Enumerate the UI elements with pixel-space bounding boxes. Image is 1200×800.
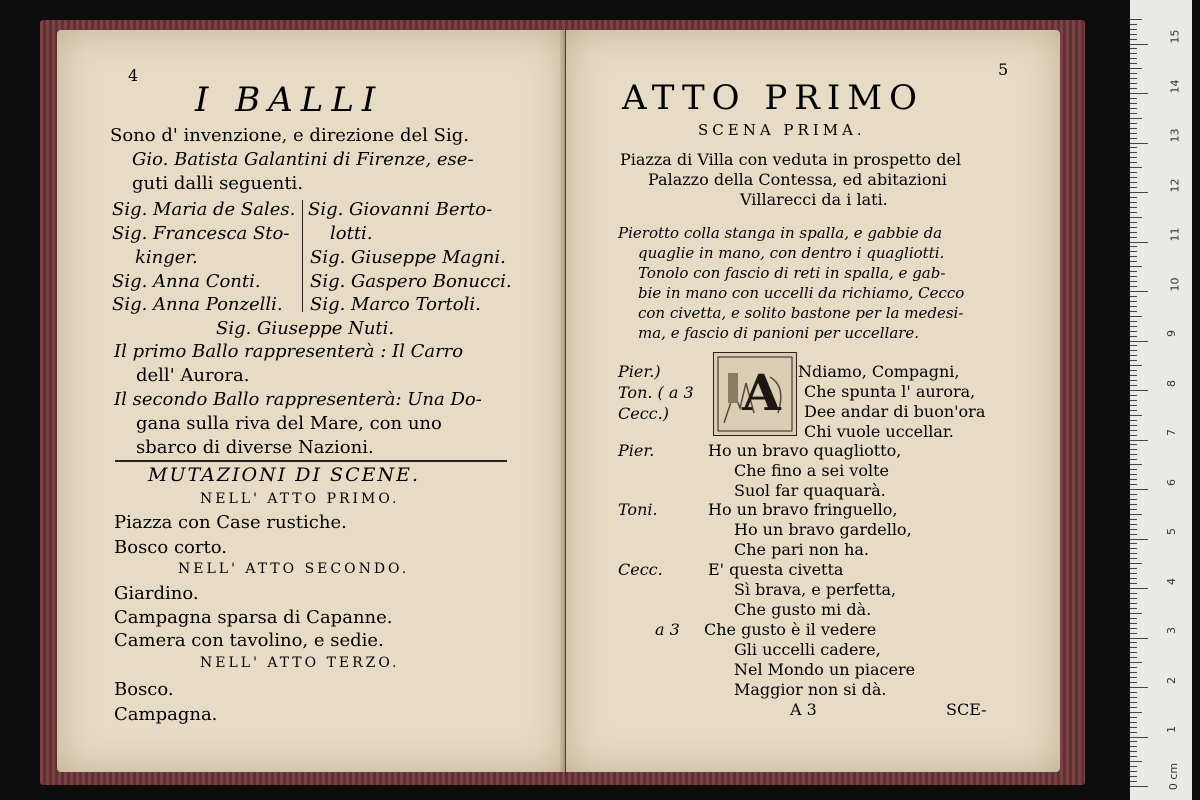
dancer-entry: Sig. Giovanni Berto- [308,199,493,220]
ruler-tick [1130,321,1137,322]
verse-line: Che gusto è il vedere [704,620,877,639]
verse-line: Che gusto mi dà. [734,600,872,619]
dropcap-letter: A [742,363,781,422]
ruler-tick [1130,474,1137,475]
ruler-tick [1130,355,1137,356]
ruler-tick [1130,484,1137,485]
verse-line: Sì brava, e perfetta, [734,580,897,599]
ruler-tick [1130,222,1137,223]
ruler-tick [1130,167,1142,168]
ruler-tick [1130,618,1137,619]
ruler-tick [1130,143,1148,144]
ruler-tick [1130,662,1142,663]
speaker-label: Ton. ( a 3 [618,383,694,402]
ruler-tick [1130,133,1137,134]
ruler-tick [1130,623,1137,624]
direction-line: bie in mano con uccelli da richiamo, Cecco [638,284,965,302]
ruler-tick [1130,118,1142,119]
verse-line: Che fino a sei volte [734,461,889,480]
speaker-label: Toni. [618,500,658,519]
ruler-tick [1130,326,1137,327]
verse-line: Gli uccelli cadere, [734,640,881,659]
ruler-tick [1130,464,1142,465]
ruler-tick [1130,553,1137,554]
ruler-tick [1130,568,1137,569]
ruler-tick [1130,746,1137,747]
ruler-tick [1130,435,1137,436]
ruler-tick [1130,98,1137,99]
ruler-tick [1130,677,1137,678]
ruler-tick [1130,459,1137,460]
dancer-entry: Sig. Marco Tortoli. [310,294,481,315]
ruler-tick [1130,73,1137,74]
ruler-tick [1130,444,1137,445]
ruler-tick [1130,588,1148,589]
intro-line: guti dalli seguenti. [132,173,304,194]
ruler-tick [1130,697,1137,698]
verse-line: Che spunta l' aurora, [804,382,976,401]
ballo-line: dell' Aurora. [136,365,250,386]
ruler-tick [1130,217,1142,218]
ruler-tick [1130,88,1137,89]
ruler-tick [1130,345,1137,346]
ruler-tick [1130,34,1137,35]
ruler-tick [1130,563,1142,564]
ruler-tick [1130,395,1137,396]
ruler-tick [1130,68,1142,69]
ruler-tick [1130,291,1148,292]
ruler-tick [1130,172,1137,173]
ruler-tick [1130,509,1137,510]
direction-line: ma, e fascio di panioni per uccellare. [638,324,920,342]
ruler-tick [1130,613,1142,614]
scene-entry: Bosco corto. [114,537,227,558]
ruler-tick [1130,543,1137,544]
ruler-tick [1130,647,1137,648]
ruler-tick [1130,44,1148,45]
ruler-number: 15 [1168,29,1182,44]
ruler-tick [1130,380,1137,381]
ruler-tick [1130,776,1137,777]
ruler-tick [1130,78,1137,79]
ruler-tick [1130,598,1137,599]
act-heading: NELL' ATTO SECONDO. [178,561,410,577]
ruler-tick [1130,365,1142,366]
ballo-line: Il secondo Ballo rappresenterà: Una Do- [114,389,482,410]
ruler-tick [1130,732,1137,733]
ruler-tick [1130,192,1148,193]
ruler-tick [1130,756,1137,757]
verse-line: E' questa civetta [708,560,844,579]
ruler-tick [1130,341,1148,342]
ruler-tick [1130,138,1137,139]
setting-line: Villarecci da i lati. [740,190,888,209]
scene-entry: Campagna. [114,704,218,725]
ruler-tick [1130,271,1137,272]
ruler-tick [1130,58,1137,59]
ruler-tick [1130,232,1137,233]
ruler-tick [1130,578,1137,579]
ballo-line: Il primo Ballo rappresenterà : Il Carro [114,341,464,362]
ruler-tick [1130,539,1148,540]
ruler-tick [1130,375,1137,376]
verse-line: Chi vuole uccellar. [804,422,954,441]
verse-line: Ndiamo, Compagni, [798,362,960,381]
ballo-line: sbarco di diverse Nazioni. [136,437,374,458]
ruler-tick [1130,425,1137,426]
ruler-tick [1130,242,1148,243]
ruler-tick [1130,771,1137,772]
ruler-tick [1130,737,1148,738]
direction-line: quaglie in mano, con dentro i quagliotti. [638,244,945,262]
ruler-number: 4 [1165,578,1178,585]
ballo-line: gana sulla riva del Mare, con uno [136,413,442,434]
ruler-tick [1130,548,1137,549]
dancer-entry: Sig. Gaspero Bonucci. [310,271,512,292]
ruler-tick [1130,103,1137,104]
scene-entry: Campagna sparsa di Capanne. [114,607,393,628]
dancer-entry: Sig. Giuseppe Nuti. [216,318,395,339]
ruler-tick [1130,469,1137,470]
speaker-label: Cecc. [618,560,663,579]
dancer-entry: Sig. Maria de Sales. [112,199,296,220]
speaker-label: a 3 [655,620,680,639]
ruler-tick [1130,633,1137,634]
ruler-tick [1130,727,1137,728]
ruler-number: 8 [1165,380,1178,387]
ruler-tick [1130,682,1137,683]
ruler-tick [1130,504,1137,505]
verse-line: Ho un bravo fringuello, [708,500,898,519]
ruler-number: 3 [1165,627,1178,634]
ruler-tick [1130,157,1137,158]
ruler-tick [1130,786,1148,787]
catchword: SCE- [946,700,987,719]
ruler-tick [1130,761,1142,762]
ruler-tick [1130,24,1137,25]
setting-line: Palazzo della Contessa, ed abitazioni [648,170,947,189]
act-title: ATTO PRIMO [622,78,924,118]
ruler-tick [1130,741,1137,742]
ruler-number: 13 [1168,128,1182,143]
verse-line: Ho un bravo quagliotto, [708,441,902,460]
ruler-tick [1130,405,1137,406]
dancer-entry: Sig. Francesca Sto- [112,223,290,244]
ruler-tick [1130,479,1137,480]
ruler-tick [1130,227,1137,228]
direction-line: con civetta, e solito bastone per la medesi- [638,304,964,322]
ruler-number: 9 [1165,330,1178,337]
direction-line: Pierotto colla stanga in spalla, e gabbie da [618,224,943,242]
speaker-label: Pier.) [618,362,661,381]
ruler-tick [1130,93,1148,94]
speaker-label: Pier. [618,441,655,460]
ruler-tick [1130,534,1137,535]
ruler-tick [1130,187,1137,188]
verse-line: Nel Mondo un piacere [734,660,916,679]
ruler-tick [1130,657,1137,658]
intro-line: Sono d' invenzione, e direzione del Sig. [110,125,469,146]
ruler-tick [1130,558,1137,559]
ruler-tick [1130,370,1137,371]
right-page-number: 5 [998,60,1009,79]
ruler-tick [1130,454,1137,455]
verse-line: Ho un bravo gardello, [734,520,912,539]
scene-entry: Camera con tavolino, e sedie. [114,630,384,651]
column-divider [302,200,303,312]
ruler-number: 10 [1168,277,1182,292]
ruler-tick [1130,29,1137,30]
ruler-number: 11 [1168,227,1182,242]
ruler-tick [1130,177,1137,178]
ruler-tick [1130,687,1148,688]
ruler-tick [1130,430,1137,431]
ruler-tick [1130,519,1137,520]
ruler-tick [1130,128,1137,129]
ruler-tick [1130,642,1137,643]
ruler-tick [1130,672,1137,673]
ruler-tick [1130,420,1137,421]
ruler-tick [1130,39,1137,40]
dancer-entry: Sig. Giuseppe Magni. [310,247,506,268]
ruler-tick [1130,692,1137,693]
ruler-tick [1130,331,1137,332]
ruler-tick [1130,311,1137,312]
setting-line: Piazza di Villa con veduta in prospetto del [620,150,962,169]
ruler-number: 1 [1165,726,1178,733]
ruler-tick [1130,524,1137,525]
ruler-tick [1130,573,1137,574]
ruler-tick [1130,529,1137,530]
ruler-number: 14 [1168,79,1182,94]
ruler-tick [1130,202,1137,203]
ruler-tick [1130,251,1137,252]
dancer-entry: kinger. [135,247,198,268]
dropcap-initial [713,352,797,436]
ruler-tick [1130,63,1137,64]
ruler-tick [1130,449,1137,450]
measurement-ruler [1130,0,1192,800]
verse-line: Dee andar di buon'ora [804,402,986,421]
ruler-tick [1130,603,1137,604]
ruler-tick [1130,410,1137,411]
ruler-tick [1130,652,1137,653]
verse-line: Maggior non si dà. [734,680,887,699]
ruler-tick [1130,162,1137,163]
ruler-tick [1130,583,1137,584]
speaker-label: Cecc.) [618,404,669,423]
ruler-tick [1130,707,1137,708]
ruler-tick [1130,256,1137,257]
dancer-entry: Sig. Anna Conti. [112,271,261,292]
ruler-tick [1130,385,1137,386]
ruler-tick [1130,281,1137,282]
ruler-tick [1130,499,1137,500]
ruler-tick [1130,336,1137,337]
verse-line: Che pari non ha. [734,540,869,559]
ruler-tick [1130,766,1137,767]
ruler-tick [1130,593,1137,594]
ruler-tick [1130,53,1137,54]
ruler-tick [1130,316,1142,317]
ruler-tick [1130,306,1137,307]
ruler-tick [1130,83,1137,84]
section-rule [115,460,507,462]
ruler-tick [1130,261,1137,262]
ruler-tick [1130,296,1137,297]
ruler-tick [1130,494,1137,495]
ruler-tick [1130,108,1137,109]
direction-line: Tonolo con fascio di reti in spalla, e gab- [638,264,946,282]
ruler-tick [1130,48,1137,49]
ruler-tick [1130,514,1142,515]
verse-line: Suol far quaquarà. [734,481,886,500]
dancer-entry: lotti. [330,223,373,244]
act-heading: NELL' ATTO TERZO. [200,655,400,671]
ruler-number: 5 [1165,528,1178,535]
ruler-tick [1130,608,1137,609]
scene-entry: Giardino. [114,583,199,604]
ruler-tick [1130,301,1137,302]
ruler-tick [1130,717,1137,718]
ruler-tick [1130,350,1137,351]
ruler-tick [1130,182,1137,183]
ruler-tick [1130,400,1137,401]
ruler-tick [1130,207,1137,208]
mutazioni-title: MUTAZIONI DI SCENE. [148,464,421,486]
ruler-tick [1130,415,1142,416]
ruler-tick [1130,113,1137,114]
scene-title: SCENA PRIMA. [698,121,866,139]
scene-entry: Piazza con Case rustiche. [114,512,347,533]
ruler-number: 7 [1165,429,1178,436]
ruler-number: 6 [1165,479,1178,486]
ruler-number: 0 cm [1167,762,1181,791]
ruler-tick [1130,276,1137,277]
ruler-tick [1130,19,1142,20]
ruler-tick [1130,628,1137,629]
ruler-tick [1130,702,1137,703]
ruler-tick [1130,751,1137,752]
act-heading: NELL' ATTO PRIMO. [200,491,400,507]
ruler-tick [1130,152,1137,153]
ruler-tick [1130,781,1137,782]
ruler-tick [1130,638,1148,639]
ruler-tick [1130,722,1137,723]
intro-line: Gio. Batista Galantini di Firenze, ese- [132,149,474,170]
left-page-number: 4 [128,66,139,85]
ruler-tick [1130,147,1137,148]
ruler-tick [1130,360,1137,361]
ruler-tick [1130,212,1137,213]
ruler-tick [1130,266,1142,267]
ruler-number: 2 [1165,677,1178,684]
left-page-title: I BALLI [195,80,384,120]
ruler-tick [1130,246,1137,247]
ruler-number: 12 [1168,178,1182,193]
dancer-entry: Sig. Anna Ponzelli. [112,294,283,315]
ruler-tick [1130,712,1142,713]
ruler-tick [1130,667,1137,668]
ruler-tick [1130,489,1148,490]
signature-mark: A 3 [790,700,817,719]
ruler-tick [1130,390,1148,391]
ruler-tick [1130,123,1137,124]
ruler-tick [1130,237,1137,238]
ruler-tick [1130,197,1137,198]
ruler-tick [1130,440,1148,441]
ruler-tick [1130,286,1137,287]
scene-entry: Bosco. [114,679,174,700]
